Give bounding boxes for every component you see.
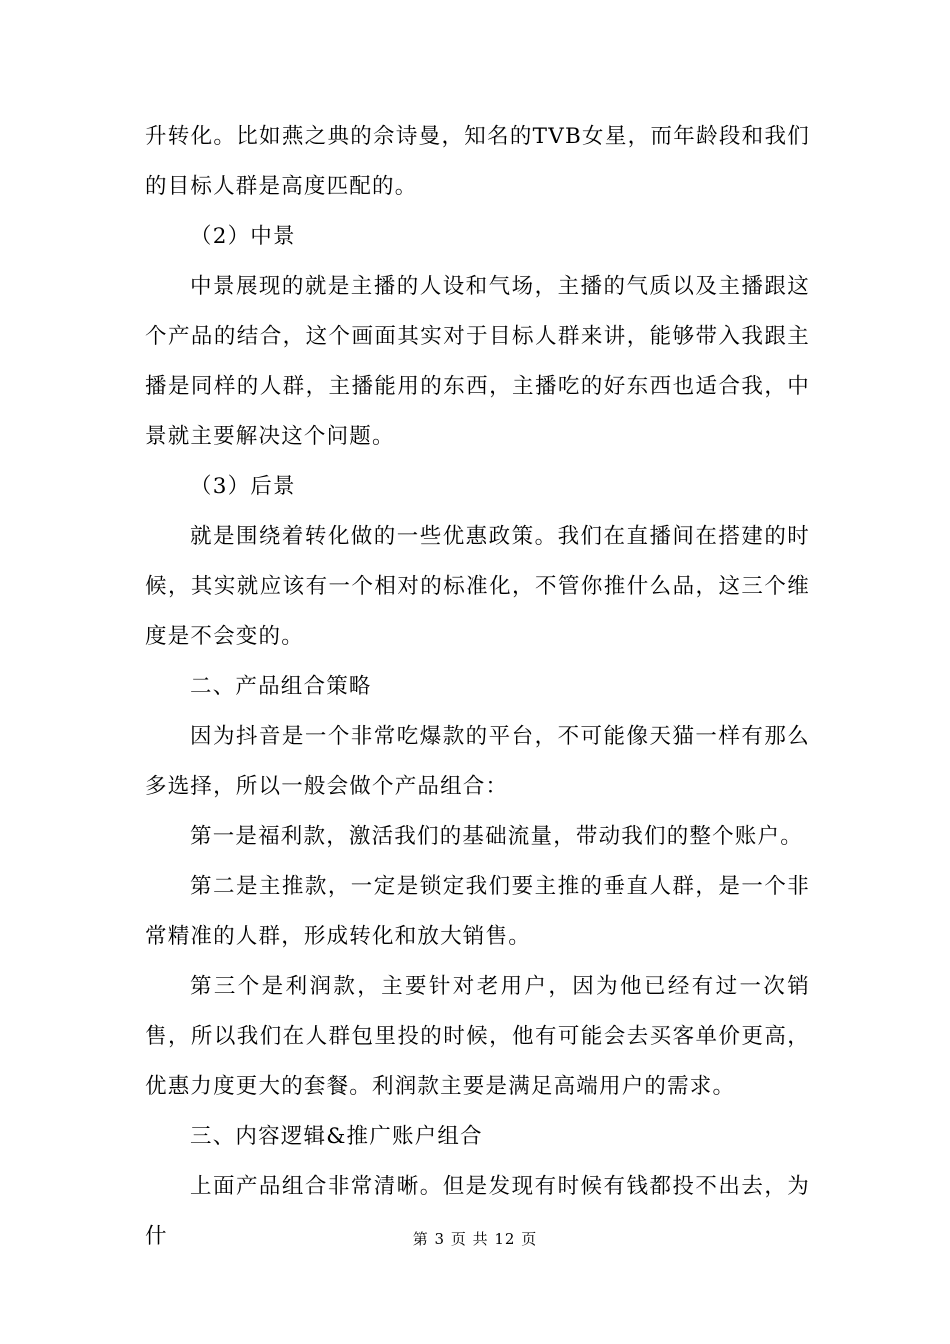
paragraph-profit-item: 第三个是利润款，主要针对老用户，因为他已经有过一次销售，所以我们在人群包里投的时候，他有可能会去买客单价更高，优惠力度更大的套餐。利润款主要是满足高端用户的需求。	[145, 974, 810, 1099]
paragraph-1: 升转化。比如燕之典的佘诗曼，知名的TVB女星，而年龄段和我们的目标人群是高度匹配的。	[145, 124, 810, 199]
subheading-middle-ground: （2）中景	[190, 224, 296, 249]
paragraph-product-strategy: 因为抖音是一个非常吃爆款的平台，不可能像天猫一样有那么多选择，所以一般会做个产品组合：	[145, 724, 810, 799]
paragraph-content-logic: 上面产品组合非常清晰。但是发现有时候有钱都投不出去，为什	[145, 1174, 810, 1249]
section-heading-content-logic: 三、内容逻辑&推广账户组合	[190, 1124, 483, 1149]
paragraph-background: 就是围绕着转化做的一些优惠政策。我们在直播间在搭建的时候，其实就应该有一个相对的标准化，不管你推什么品，这三个维度是不会变的。	[145, 524, 810, 649]
document-body	[145, 112, 810, 1262]
paragraph-middle-ground: 中景展现的就是主播的人设和气场，主播的气质以及主播跟这个产品的结合，这个画面其实对于目标人群来讲，能够带入我跟主播是同样的人群，主播能用的东西，主播吃的好东西也适合我，中景就主要解决这个问题。	[145, 274, 810, 449]
subheading-background: （3）后景	[190, 474, 296, 499]
paragraph-main-item: 第二是主推款，一定是锁定我们要主推的垂直人群，是一个非常精准的人群，形成转化和放大销售。	[145, 874, 810, 949]
page-footer: 第 3 页 共 12 页	[412, 1230, 538, 1248]
section-heading-product-strategy: 二、产品组合策略	[190, 674, 372, 699]
paragraph-welfare-item: 第一是福利款，激活我们的基础流量，带动我们的整个账户。	[190, 824, 803, 849]
